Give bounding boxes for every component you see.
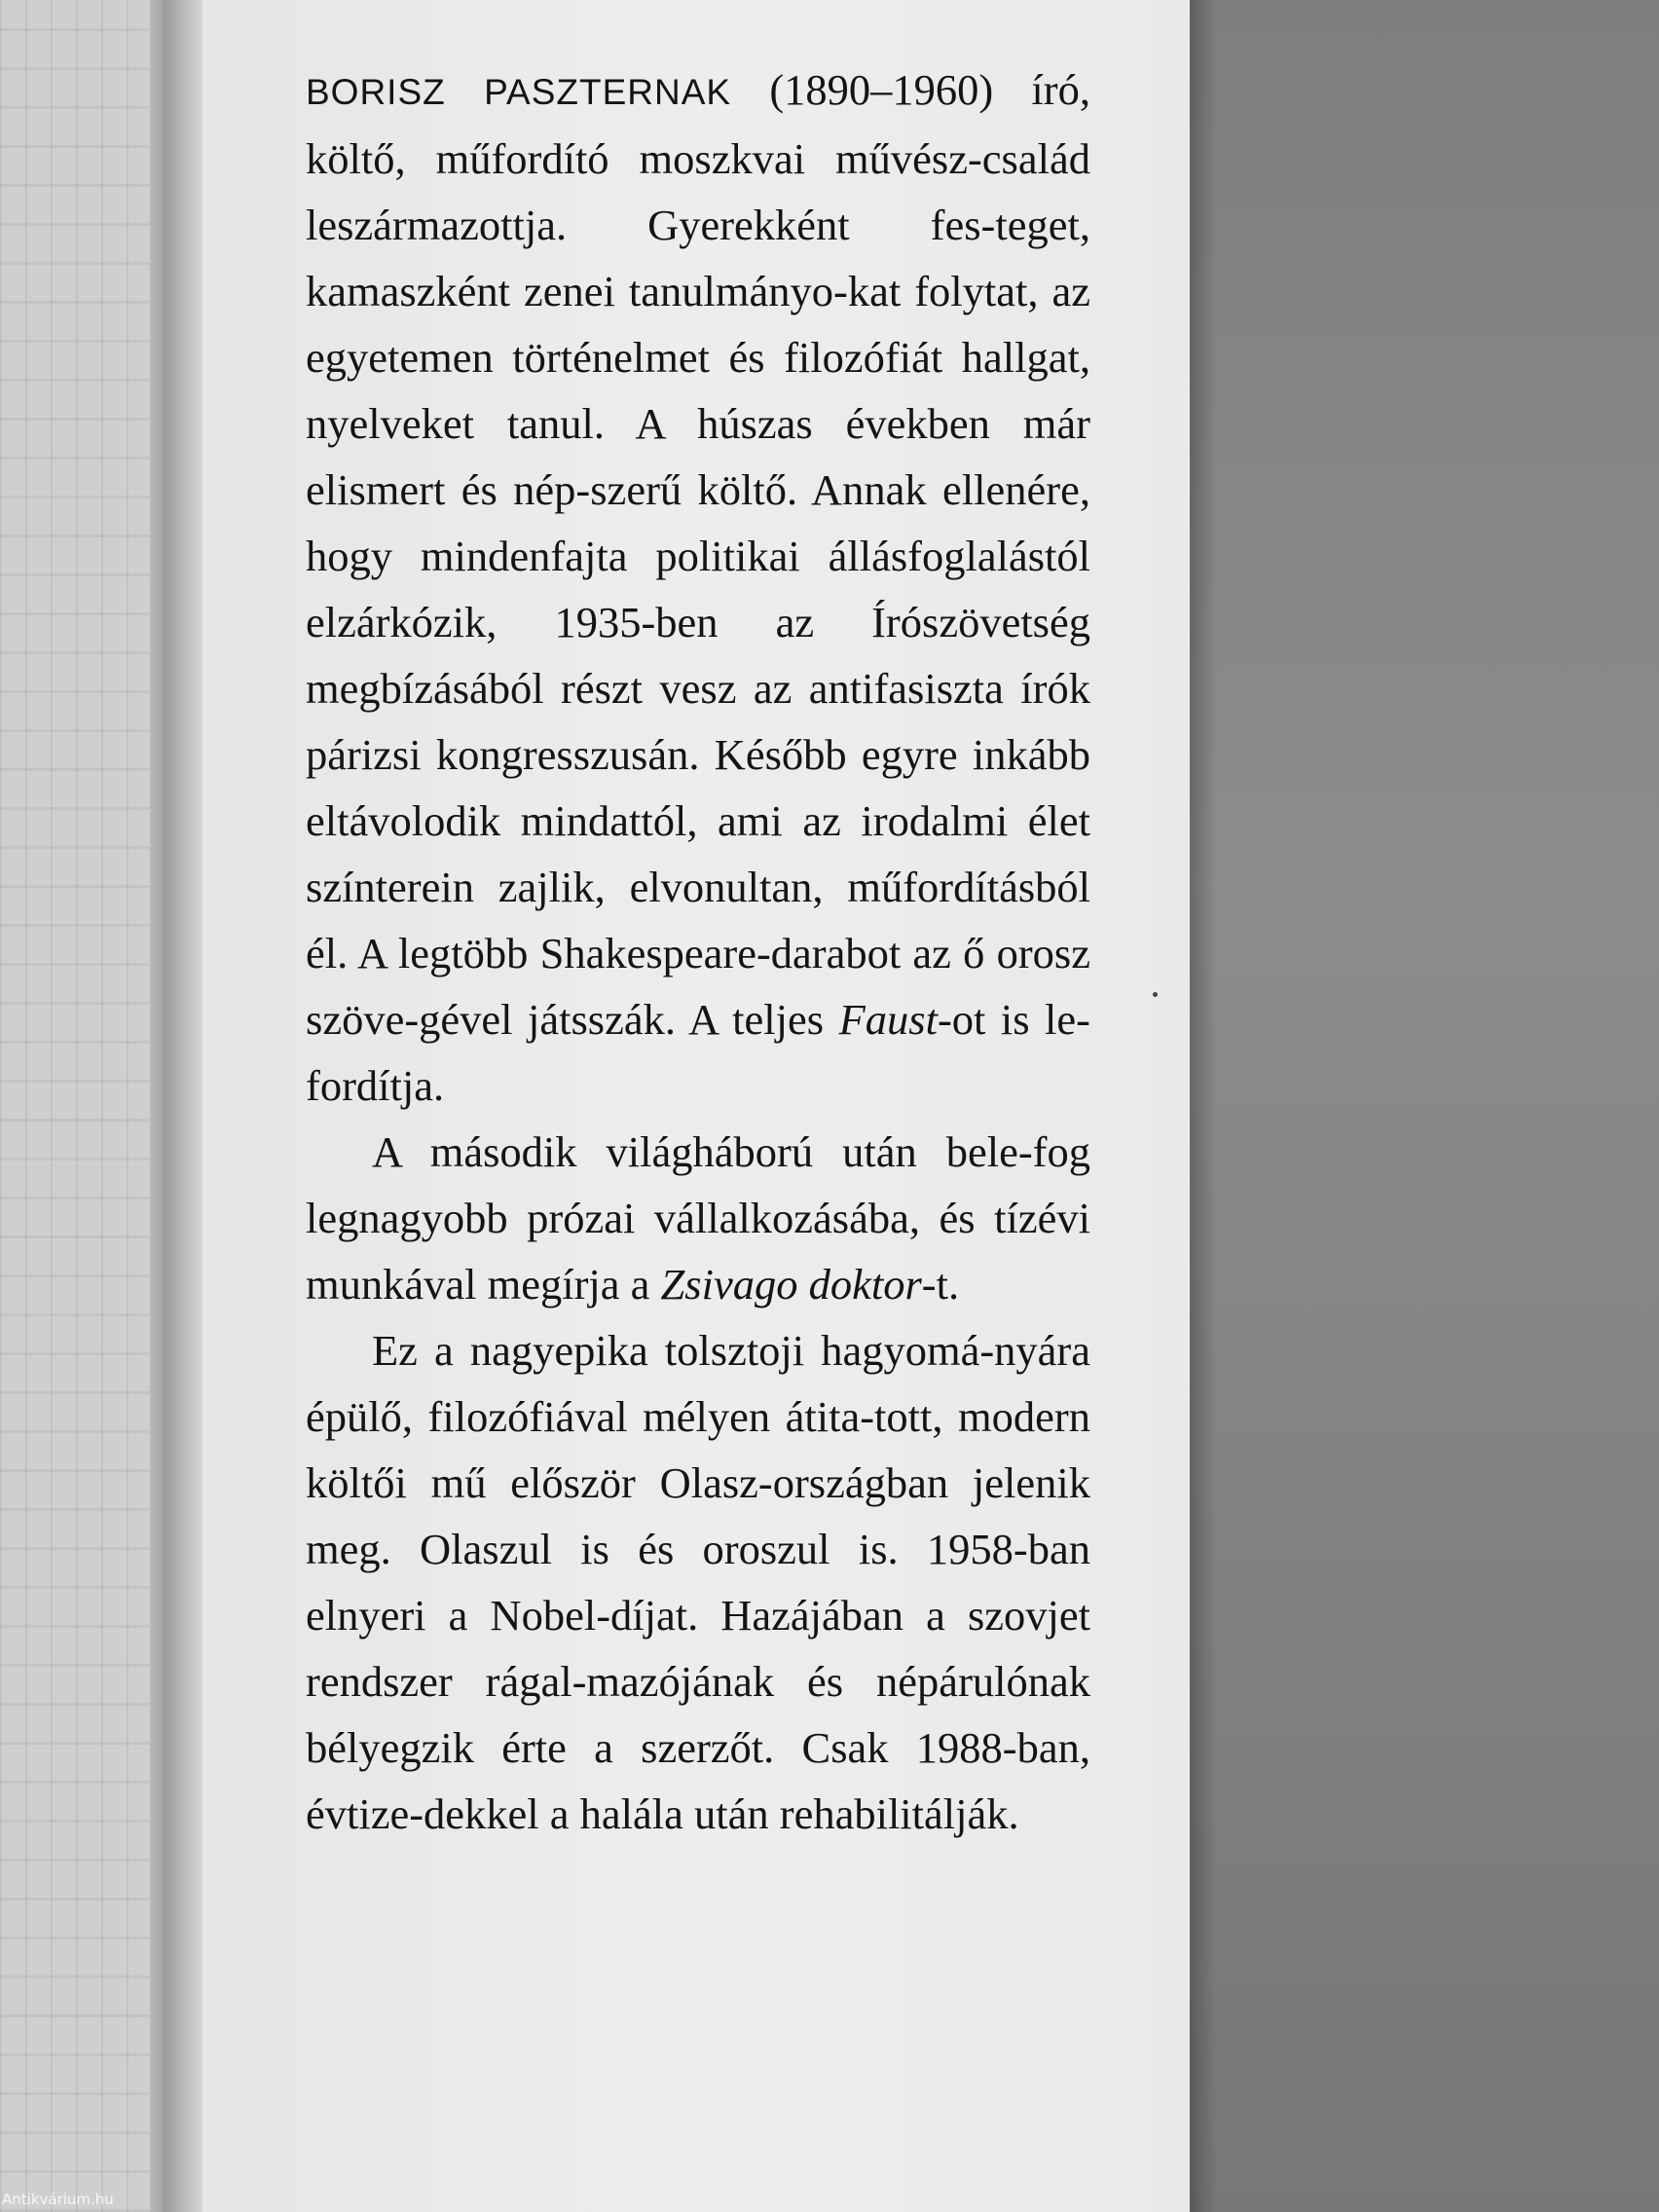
book-spine-shadow [164, 0, 203, 2212]
work-title-zsivago: Zsivago doktor [660, 1260, 922, 1309]
paragraph-2-text-b: -t. [921, 1260, 960, 1309]
speck-mark [1153, 992, 1158, 997]
paragraph-2-text-a: A második világháború után bele-fog legnagyobb prózai vállalkozásába, és tízévi munkával megírja a [306, 1127, 1090, 1309]
paragraph-2 [306, 1119, 1090, 1317]
work-title-faust: Faust [838, 995, 938, 1044]
author-name: BORISZ PASZTERNAK [306, 72, 732, 112]
paragraph-3 [306, 1317, 1090, 1847]
background-left-board [0, 0, 164, 2212]
paragraph-1-text-b: -ot is le-fordítja. [306, 995, 1090, 1110]
paragraph-1 [306, 56, 1090, 1119]
biography-text [306, 56, 1090, 1847]
paragraph-1-text-a: (1890–1960) író, költő, műfordító moszkvai művész-család leszármazottja. Gyerekként fes-teget, kamaszként zenei tanulmányo-kat folytat, az egyetemen történelmet és filozófiát hallgat, nyelveket tanul. A húszas években már elismert és nép-szerű költő. Annak ellenére, hogy mindenfajta politikai állásfoglalástól elzárkózik, 1935-ben az Írószövetség megbízásából részt vesz az antifasiszta írók párizsi kongresszusán. Később egyre inkább eltávolodik mindattól, ami az irodalmi élet színterein zajlik, elvonultan, műfordításból él. A legtöbb Shakespeare-darabot az ő orosz szöve-gével játsszák. A teljes [306, 65, 1090, 1044]
background-right-surface [1190, 0, 1659, 2212]
watermark: Antikvárium.hu [2, 2191, 114, 2208]
paragraph-3-text: Ez a nagyepika tolsztoji hagyomá-nyára épülő, filozófiával mélyen átita-tott, modern költői mű először Olasz-országban jelenik meg. Olaszul is és oroszul is. 1958-ban elnyeri a Nobel-díjat. Hazájában a szovjet rendszer rágal-mazójának és népárulónak bélyegzik érte a szerzőt. Csak 1988-ban, évtize-dekkel a halála után rehabilitálják. [306, 1326, 1090, 1838]
